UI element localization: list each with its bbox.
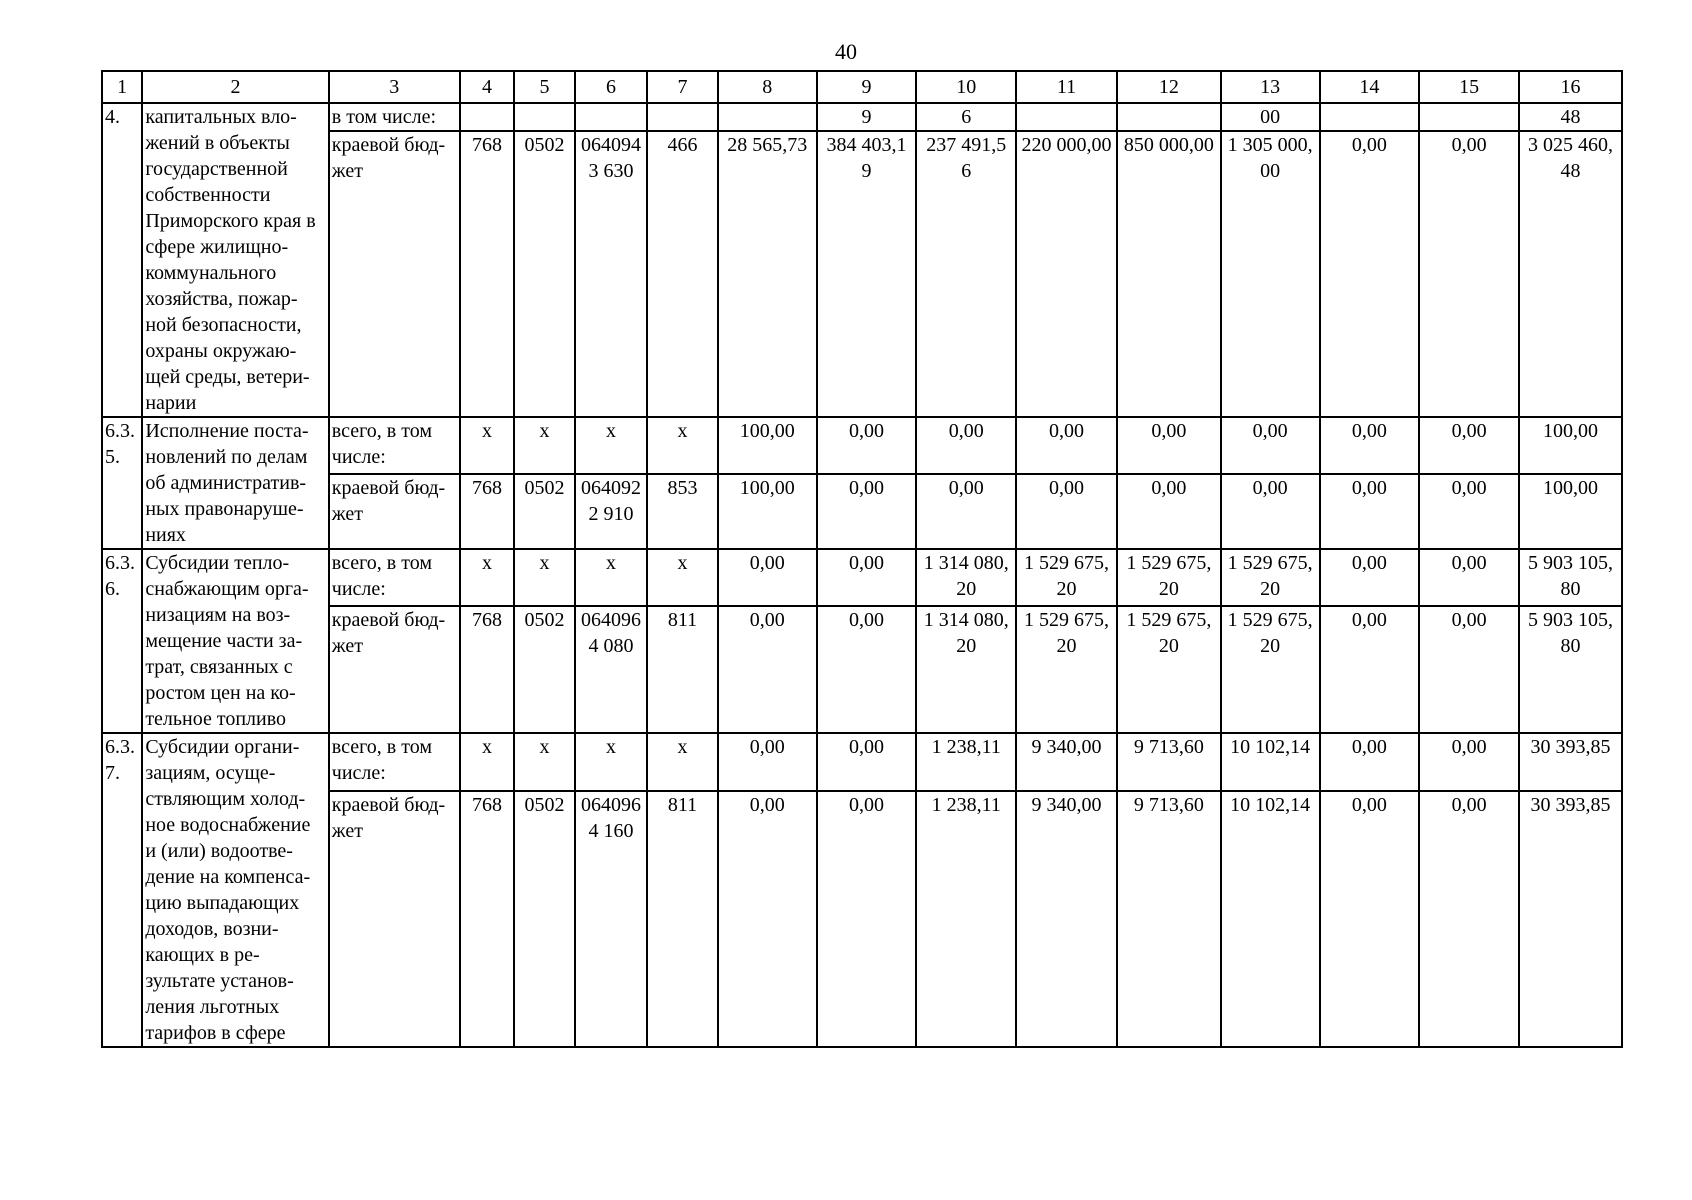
- budget-label: краевой бюд-жет: [329, 131, 460, 417]
- budget-value-cell: 0,00: [1117, 474, 1221, 549]
- budget-value-cell: 0,00: [718, 606, 817, 733]
- total-value-cell: 9 713,60: [1117, 733, 1221, 791]
- budget-value-cell: 0,00: [1221, 474, 1320, 549]
- total-value-cell: [514, 103, 574, 131]
- budget-value-cell: 100,00: [718, 474, 817, 549]
- total-value-cell: x: [460, 549, 514, 606]
- total-value-cell: [1320, 103, 1420, 131]
- measure-name: Субсидии тепло-снабжающим орга-низациям на воз-мещение части за-трат, связанных с ростом цен на ко-тельное топливо: [142, 549, 328, 733]
- table-row-total: [102, 103, 1622, 131]
- total-value-cell: 0,00: [1419, 417, 1519, 474]
- total-value-cell: 48: [1519, 103, 1622, 131]
- total-value-cell: [1117, 103, 1221, 131]
- page-number: 40: [835, 39, 857, 64]
- budget-value-cell: 0,00: [718, 791, 817, 1047]
- budget-value-cell: 0502: [514, 791, 574, 1047]
- budget-value-cell: 0,00: [1320, 131, 1420, 417]
- header-cell: 1: [102, 71, 142, 103]
- budget-value-cell: 0,00: [1419, 791, 1519, 1047]
- total-value-cell: x: [514, 733, 574, 791]
- total-value-cell: x: [460, 733, 514, 791]
- header-cell: 9: [817, 71, 917, 103]
- budget-value-cell: 0,00: [1320, 606, 1420, 733]
- budget-value-cell: 0,00: [1320, 474, 1420, 549]
- table-row-total: [102, 417, 1622, 474]
- budget-value-cell: 768: [460, 791, 514, 1047]
- header-cell: 16: [1519, 71, 1622, 103]
- budget-value-cell: 10 102,14: [1221, 791, 1320, 1047]
- total-value-cell: x: [575, 549, 648, 606]
- budget-value-cell: 9 713,60: [1117, 791, 1221, 1047]
- budget-value-cell: 0502: [514, 606, 574, 733]
- budget-value-cell: 0640964 080: [575, 606, 648, 733]
- budget-value-cell: 0640964 160: [575, 791, 648, 1047]
- header-cell: 7: [647, 71, 718, 103]
- total-value-cell: x: [514, 549, 574, 606]
- budget-value-cell: 0,00: [1419, 131, 1519, 417]
- total-value-cell: 1 529 675, 20: [1016, 549, 1117, 606]
- total-value-cell: x: [647, 733, 718, 791]
- header-cell: 11: [1016, 71, 1117, 103]
- header-cell: 10: [916, 71, 1016, 103]
- budget-value-cell: 768: [460, 131, 514, 417]
- header-cell: 8: [718, 71, 817, 103]
- total-value-cell: 0,00: [1419, 549, 1519, 606]
- budget-value-cell: 0,00: [817, 791, 917, 1047]
- budget-value-cell: 0,00: [817, 606, 917, 733]
- total-value-cell: [575, 103, 648, 131]
- total-value-cell: [1016, 103, 1117, 131]
- total-value-cell: x: [575, 733, 648, 791]
- budget-label: краевой бюд-жет: [329, 474, 460, 549]
- measure-name: Субсидии органи-зациям, осуще-ствляющим холод-ное водоснабжение и (или) водоотве-дение на компенса-цию выпадающих доходов, возни-кающих в ре-зультате установ-ления льготных тарифов в сфере: [142, 733, 328, 1047]
- total-value-cell: 0,00: [718, 549, 817, 606]
- total-value-cell: 9: [817, 103, 917, 131]
- budget-value-cell: 0,00: [916, 474, 1016, 549]
- total-value-cell: x: [514, 417, 574, 474]
- total-value-cell: 0,00: [1419, 733, 1519, 791]
- budget-value-cell: 1 529 675, 20: [1117, 606, 1221, 733]
- header-cell: 5: [514, 71, 574, 103]
- total-value-cell: [1419, 103, 1519, 131]
- header-cell: 4: [460, 71, 514, 103]
- budget-value-cell: 3 025 460, 48: [1519, 131, 1622, 417]
- budget-value-cell: 220 000,00: [1016, 131, 1117, 417]
- total-value-cell: x: [460, 417, 514, 474]
- header-cell: 6: [575, 71, 648, 103]
- budget-value-cell: 5 903 105, 80: [1519, 606, 1622, 733]
- budget-label: краевой бюд-жет: [329, 791, 460, 1047]
- header-row: [102, 71, 1622, 103]
- total-label: всего, в том числе:: [329, 733, 460, 791]
- total-value-cell: 0,00: [817, 417, 917, 474]
- budget-value-cell: 768: [460, 474, 514, 549]
- budget-label: краевой бюд-жет: [329, 606, 460, 733]
- budget-value-cell: 0,00: [1320, 791, 1420, 1047]
- total-value-cell: 0,00: [1016, 417, 1117, 474]
- budget-value-cell: 466: [647, 131, 718, 417]
- budget-value-cell: 0502: [514, 131, 574, 417]
- total-value-cell: 1 529 675, 20: [1221, 549, 1320, 606]
- table-row-budget: [102, 606, 1622, 733]
- header-cell: 2: [142, 71, 328, 103]
- budget-value-cell: 28 565,73: [718, 131, 817, 417]
- total-value-cell: 0,00: [916, 417, 1016, 474]
- row-number: 6.3. 7.: [102, 733, 142, 1047]
- table-row-total: [102, 549, 1622, 606]
- measure-name: капитальных вло-жений в объекты государственной собственности Приморского края в сфере жилищно-коммунального хозяйства, пожар-ной безопасности, охраны окружаю-щей среды, ветери-нарии: [142, 103, 328, 417]
- budget-value-cell: 0,00: [1016, 474, 1117, 549]
- header-cell: 15: [1419, 71, 1519, 103]
- budget-value-cell: 1 529 675, 20: [1016, 606, 1117, 733]
- budget-value-cell: 811: [647, 791, 718, 1047]
- budget-value-cell: 0,00: [817, 474, 917, 549]
- total-value-cell: 0,00: [1320, 549, 1420, 606]
- total-value-cell: 9 340,00: [1016, 733, 1117, 791]
- measure-name: Исполнение поста-новлений по делам об административ-ных правонаруше-ниях: [142, 417, 328, 549]
- total-value-cell: [647, 103, 718, 131]
- total-label: в том числе:: [329, 103, 460, 131]
- total-value-cell: 30 393,85: [1519, 733, 1622, 791]
- budget-value-cell: 0502: [514, 474, 574, 549]
- total-value-cell: 0,00: [1320, 733, 1420, 791]
- total-value-cell: [460, 103, 514, 131]
- budget-value-cell: 100,00: [1519, 474, 1622, 549]
- total-value-cell: 5 903 105, 80: [1519, 549, 1622, 606]
- total-value-cell: 1 529 675, 20: [1117, 549, 1221, 606]
- total-value-cell: 100,00: [1519, 417, 1622, 474]
- total-value-cell: [718, 103, 817, 131]
- total-value-cell: 1 314 080, 20: [916, 549, 1016, 606]
- table-row-budget: [102, 791, 1622, 1047]
- budget-value-cell: 1 305 000, 00: [1221, 131, 1320, 417]
- budget-value-cell: 0,00: [1419, 606, 1519, 733]
- total-value-cell: 0,00: [817, 733, 917, 791]
- total-value-cell: 10 102,14: [1221, 733, 1320, 791]
- total-value-cell: 0,00: [1320, 417, 1420, 474]
- budget-value-cell: 1 314 080, 20: [916, 606, 1016, 733]
- row-number: 6.3. 5.: [102, 417, 142, 549]
- table-body: [102, 71, 1622, 1047]
- total-value-cell: 100,00: [718, 417, 817, 474]
- total-label: всего, в том числе:: [329, 417, 460, 474]
- budget-table: [101, 70, 1623, 1048]
- total-value-cell: 1 238,11: [916, 733, 1016, 791]
- header-cell: 3: [329, 71, 460, 103]
- total-value-cell: 00: [1221, 103, 1320, 131]
- total-value-cell: 0,00: [718, 733, 817, 791]
- total-value-cell: x: [575, 417, 648, 474]
- table-row-budget: [102, 131, 1622, 417]
- budget-value-cell: 0640943 630: [575, 131, 648, 417]
- header-cell: 12: [1117, 71, 1221, 103]
- budget-value-cell: 30 393,85: [1519, 791, 1622, 1047]
- budget-value-cell: 1 238,11: [916, 791, 1016, 1047]
- row-number: 6.3. 6.: [102, 549, 142, 733]
- budget-value-cell: 853: [647, 474, 718, 549]
- budget-value-cell: 0640922 910: [575, 474, 648, 549]
- total-label: всего, в том числе:: [329, 549, 460, 606]
- budget-value-cell: 384 403,1 9: [817, 131, 917, 417]
- table-row-total: [102, 733, 1622, 791]
- header-cell: 14: [1320, 71, 1420, 103]
- row-number: 4.: [102, 103, 142, 417]
- budget-value-cell: 0,00: [1419, 474, 1519, 549]
- budget-value-cell: 1 529 675, 20: [1221, 606, 1320, 733]
- total-value-cell: 0,00: [817, 549, 917, 606]
- total-value-cell: 0,00: [1117, 417, 1221, 474]
- total-value-cell: 0,00: [1221, 417, 1320, 474]
- table-row-budget: [102, 474, 1622, 549]
- header-cell: 13: [1221, 71, 1320, 103]
- budget-value-cell: 811: [647, 606, 718, 733]
- budget-value-cell: 768: [460, 606, 514, 733]
- budget-value-cell: 237 491,5 6: [916, 131, 1016, 417]
- budget-value-cell: 850 000,00: [1117, 131, 1221, 417]
- budget-value-cell: 9 340,00: [1016, 791, 1117, 1047]
- total-value-cell: x: [647, 417, 718, 474]
- total-value-cell: x: [647, 549, 718, 606]
- total-value-cell: 6: [916, 103, 1016, 131]
